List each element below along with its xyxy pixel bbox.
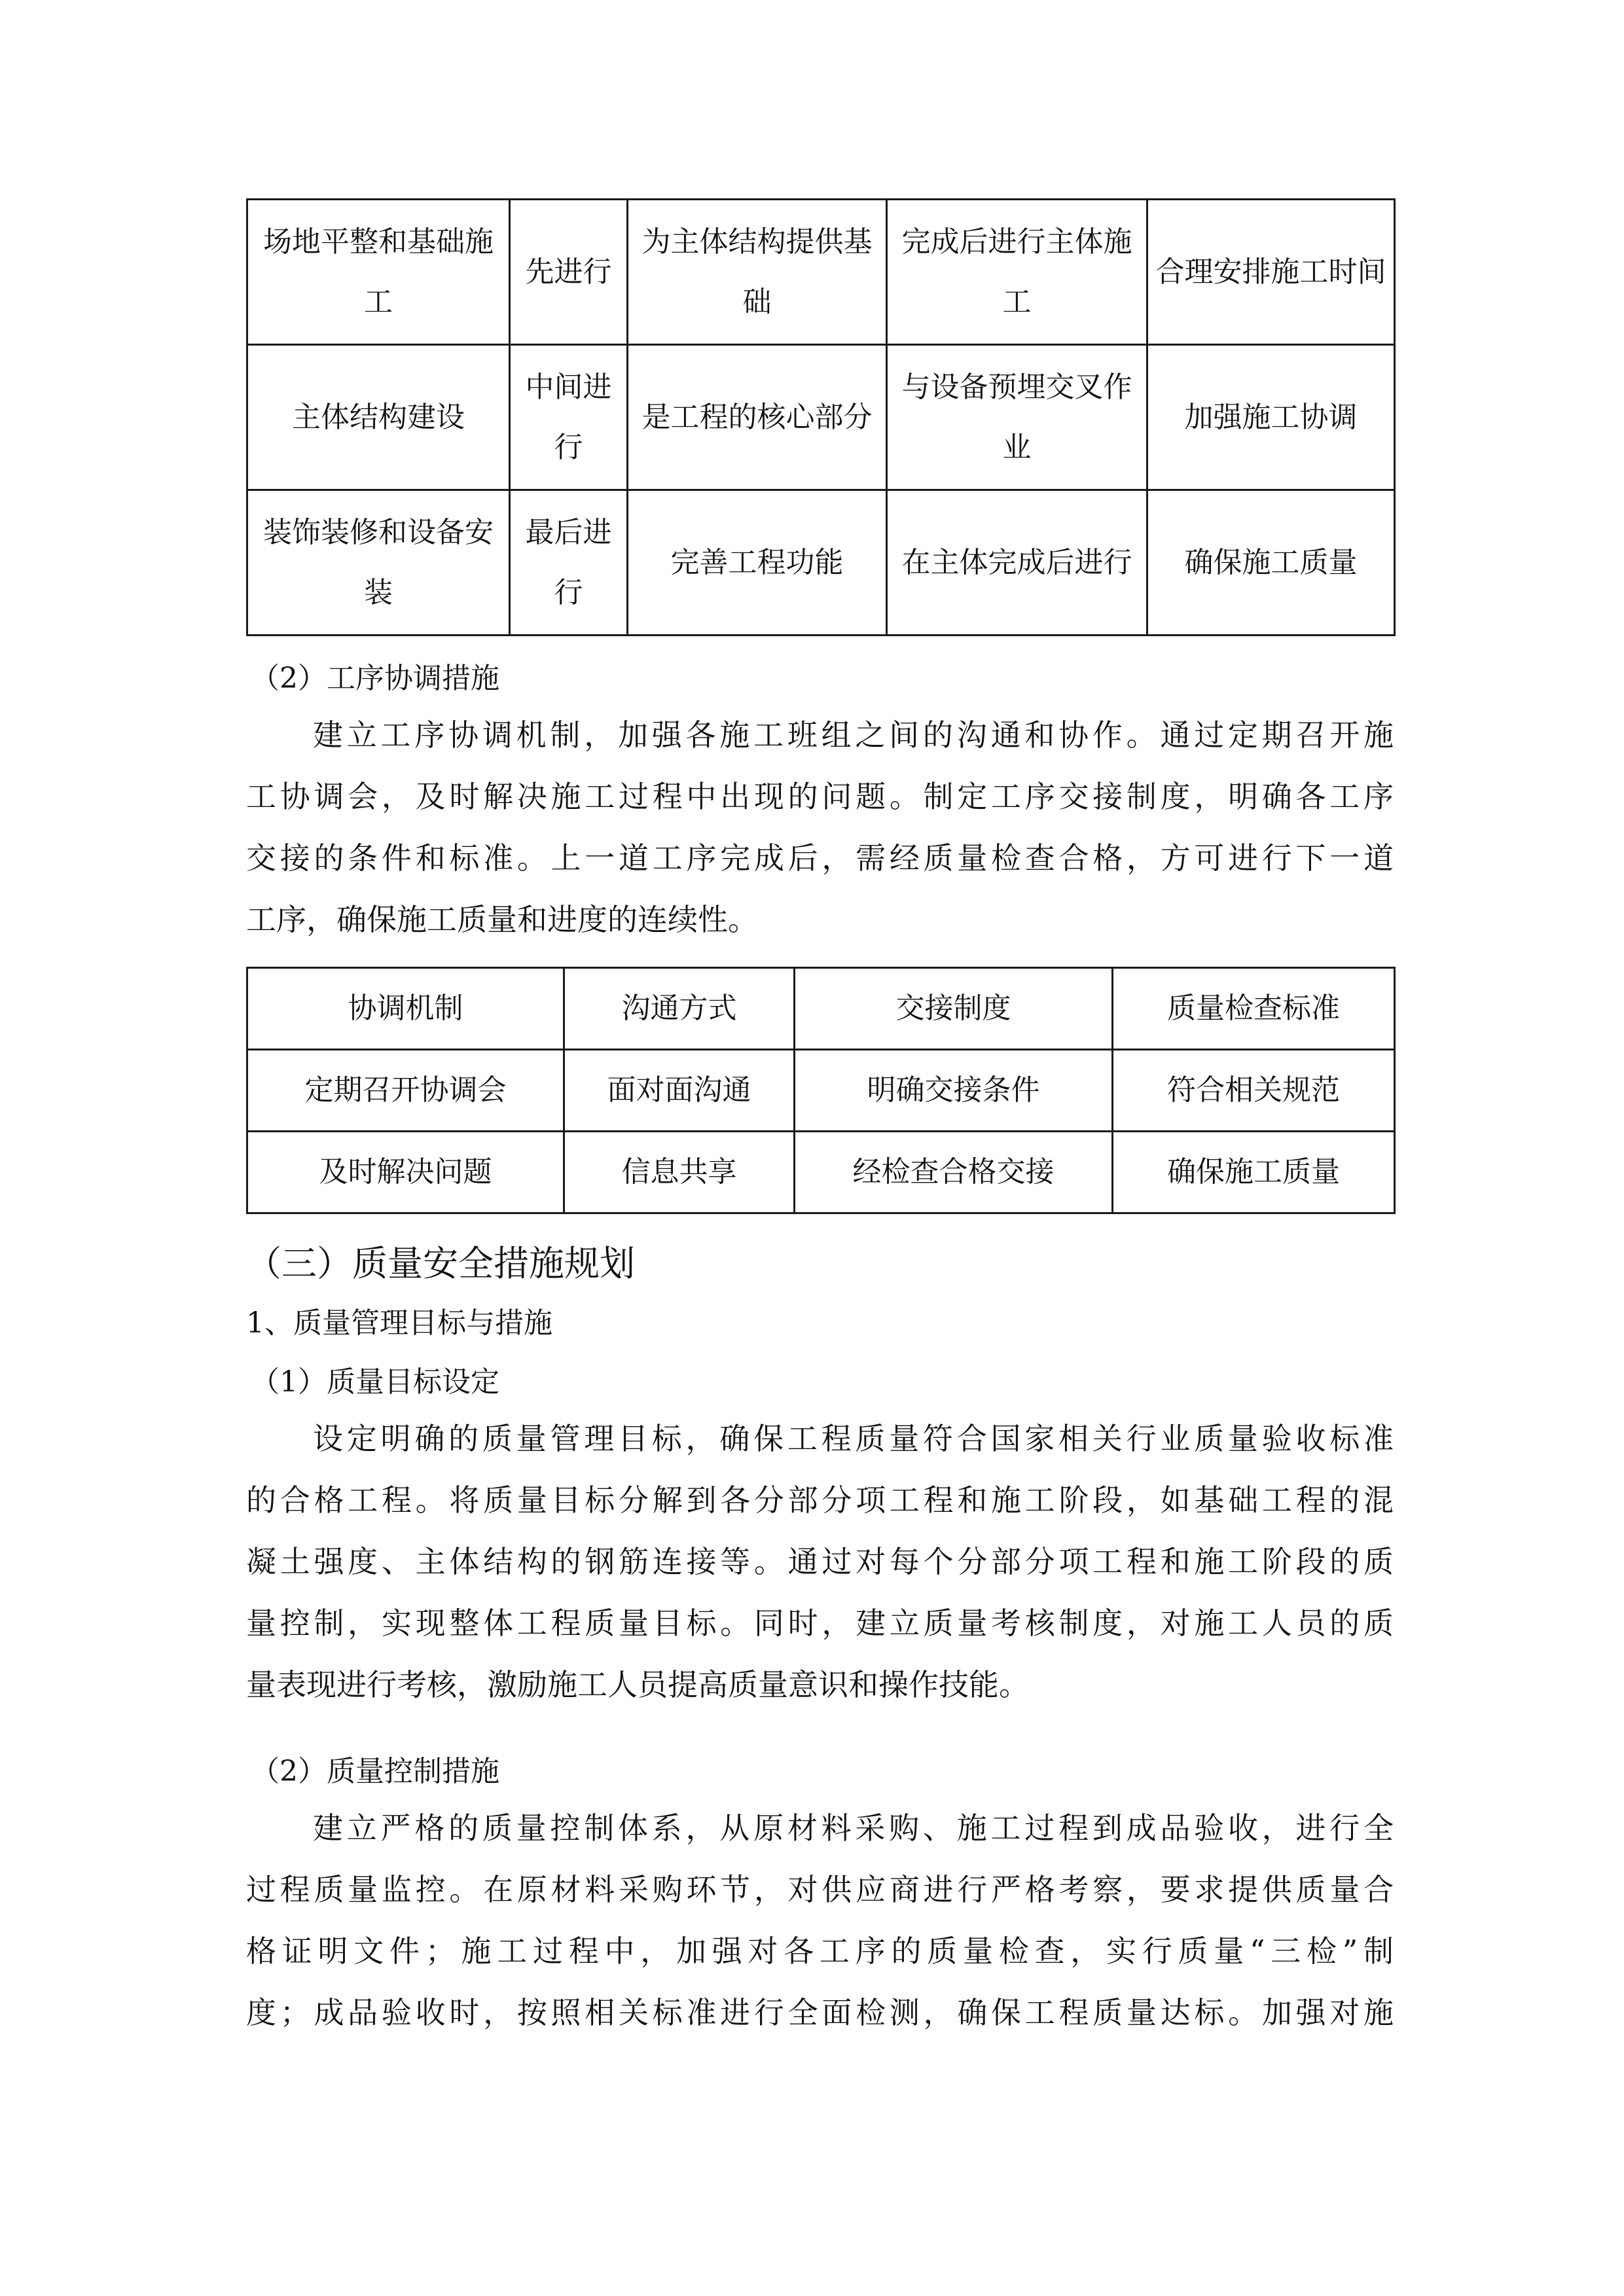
table-row — [247, 1050, 1395, 1132]
table-header-cell: 沟通方式 — [564, 968, 795, 1050]
table-row — [247, 345, 1395, 490]
table-cell: 中间进行 — [510, 345, 628, 490]
table-cell: 完善工程功能 — [628, 490, 887, 636]
goal-para-line: 量控制，实现整体工程质量目标。同时，建立质量考核制度，对施工人员的质 — [246, 1605, 1394, 1641]
coordination-para-line: 交接的条件和标准。上一道工序完成后，需经质量检查合格，方可进行下一道 — [246, 840, 1394, 876]
coordination-para-line: 工协调会，及时解决施工过程中出现的问题。制定工序交接制度，明确各工序 — [246, 779, 1394, 814]
table-header-cell: 协调机制 — [247, 968, 564, 1050]
coordination-para-line: 工序，确保施工质量和进度的连续性。 — [246, 902, 758, 937]
subsection-title: 1、质量管理目标与措施 — [246, 1306, 552, 1340]
table-cell: 装饰装修和设备安装 — [247, 490, 510, 636]
table-row — [247, 1132, 1395, 1213]
table-cell: 明确交接条件 — [795, 1050, 1113, 1132]
table-cell: 经检查合格交接 — [795, 1132, 1113, 1213]
goal-para-line: 设定明确的质量管理目标，确保工程质量符合国家相关行业质量验收标准 — [313, 1421, 1394, 1456]
sequence-table — [246, 198, 1396, 636]
goal-para-line: 的合格工程。将质量目标分解到各分部分项工程和施工阶段，如基础工程的混 — [246, 1482, 1394, 1518]
table-cell: 确保施工质量 — [1147, 490, 1395, 636]
table-cell: 与设备预埋交叉作业 — [887, 345, 1147, 490]
control-para-line: 格证明文件；施工过程中，加强对各工序的质量检查，实行质量“三检”制 — [246, 1933, 1394, 1969]
table-cell: 及时解决问题 — [247, 1132, 564, 1213]
table-cell: 先进行 — [510, 200, 628, 345]
table-cell: 确保施工质量 — [1113, 1132, 1395, 1213]
table-cell: 是工程的核心部分 — [628, 345, 887, 490]
table-row — [247, 490, 1395, 636]
table-cell: 最后进行 — [510, 490, 628, 636]
table-cell: 在主体完成后进行 — [887, 490, 1147, 636]
control-para-line: 度；成品验收时，按照相关标准进行全面检测，确保工程质量达标。加强对施 — [246, 1995, 1394, 2030]
goal-heading: （1）质量目标设定 — [251, 1365, 499, 1399]
table-cell: 加强施工协调 — [1147, 345, 1395, 490]
control-para-line: 过程质量监控。在原材料采购环节，对供应商进行严格考察，要求提供质量合 — [246, 1872, 1394, 1907]
table-cell: 为主体结构提供基础 — [628, 200, 887, 345]
table-cell: 完成后进行主体施工 — [887, 200, 1147, 345]
table-header-cell: 交接制度 — [795, 968, 1113, 1050]
section-title: （三）质量安全措施规划 — [246, 1243, 635, 1284]
table-cell: 面对面沟通 — [564, 1050, 795, 1132]
table-cell: 定期召开协调会 — [247, 1050, 564, 1132]
coordination-para-line: 建立工序协调机制，加强各施工班组之间的沟通和协作。通过定期召开施 — [313, 717, 1394, 753]
goal-para-line: 量表现进行考核，激励施工人员提高质量意识和操作技能。 — [246, 1667, 1029, 1702]
control-para-line: 建立严格的质量控制体系，从原材料采购、施工过程到成品验收，进行全 — [313, 1810, 1394, 1846]
table-row — [247, 200, 1395, 345]
table-cell: 符合相关规范 — [1113, 1050, 1395, 1132]
table-cell: 场地平整和基础施工 — [247, 200, 510, 345]
table-header-row — [247, 968, 1395, 1050]
table-header-cell: 质量检查标准 — [1113, 968, 1395, 1050]
goal-para-line: 凝土强度、主体结构的钢筋连接等。通过对每个分部分项工程和施工阶段的质 — [246, 1544, 1394, 1579]
table-cell: 合理安排施工时间 — [1147, 200, 1395, 345]
coordination-table — [246, 967, 1396, 1214]
coordination-heading: （2）工序协调措施 — [251, 662, 499, 695]
table-cell: 信息共享 — [564, 1132, 795, 1213]
control-heading: （2）质量控制措施 — [251, 1755, 499, 1788]
table-cell: 主体结构建设 — [247, 345, 510, 490]
